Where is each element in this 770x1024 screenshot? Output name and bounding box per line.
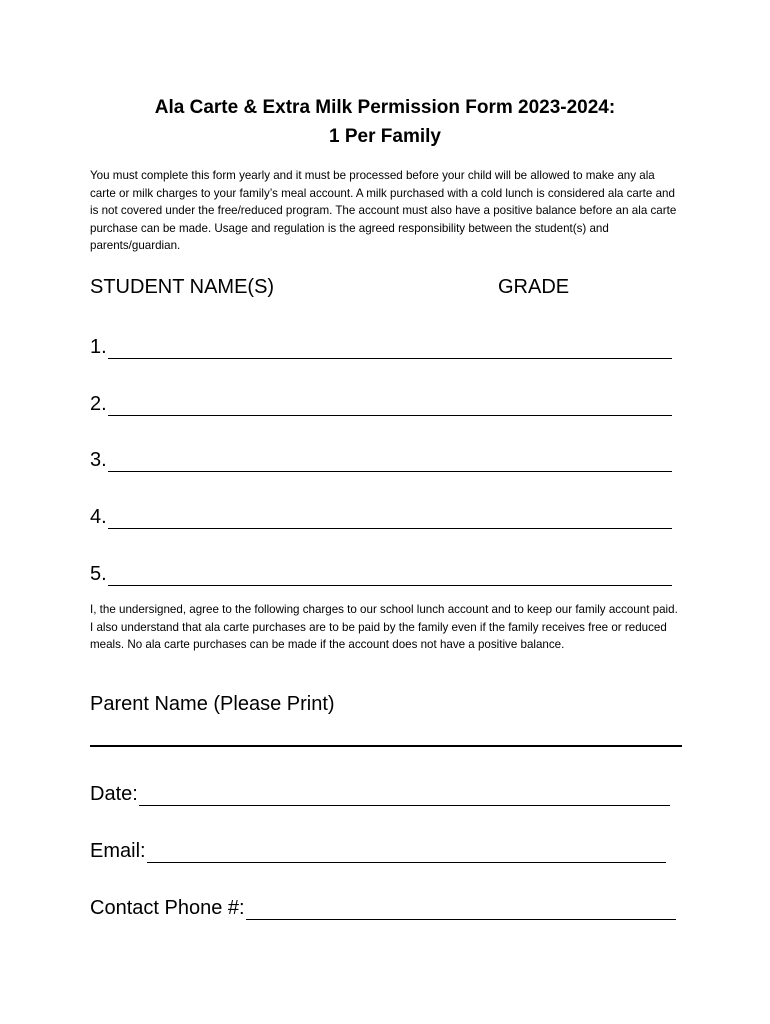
agreement-paragraph: I, the undersigned, agree to the following charges to our school lunch account and to keep our family account paid. I also understand that ala carte purchases are to be paid by the family even if the family receives free or reduced meals. No ala carte purchases can be made if the account does not have a positive balance. [90,603,678,652]
student-row-line[interactable] [108,510,672,529]
student-row-line[interactable] [108,567,672,586]
grade-header: GRADE [498,276,570,298]
email-field[interactable] [90,837,666,863]
email-label: Email: [90,840,146,862]
contact-phone-label: Contact Phone #: [90,897,245,919]
form-subtitle: 1 Per Family [329,126,441,147]
student-row-line[interactable] [108,397,672,416]
date-field[interactable] [90,780,670,806]
student-row-2[interactable] [90,390,672,416]
student-row-5[interactable] [90,560,672,586]
student-row-line[interactable] [108,453,672,472]
student-row-line[interactable] [108,340,672,359]
student-row-number: 2. [90,393,107,415]
student-row-3[interactable] [90,446,672,472]
student-row-number: 5. [90,563,107,585]
parent-name-label: Parent Name (Please Print) [90,693,335,715]
student-row-1[interactable] [90,333,672,359]
student-row-number: 1. [90,336,107,358]
parent-name-line[interactable] [90,745,682,747]
date-line[interactable] [139,787,670,806]
student-row-number: 3. [90,449,107,471]
contact-phone-line[interactable] [246,901,676,920]
form-title: Ala Carte & Extra Milk Permission Form 2023-2024: [154,97,616,118]
student-row-4[interactable] [90,503,672,529]
intro-paragraph: You must complete this form yearly and it must be processed before your child will be allowed to make any ala carte or milk charges to your family’s meal account. A milk purchased with a cold lunch is considered ala carte and is not covered under the free/reduced program. The account must also have a positive balance before an ala carte purchase can be made. Usage and regulation is the agreed responsibility between the student(s) and parents/guardian. [90,169,677,253]
contact-phone-field[interactable] [90,894,676,920]
student-names-header: STUDENT NAME(S) [90,276,275,298]
email-line[interactable] [147,844,666,863]
date-label: Date: [90,783,138,805]
student-row-number: 4. [90,506,107,528]
